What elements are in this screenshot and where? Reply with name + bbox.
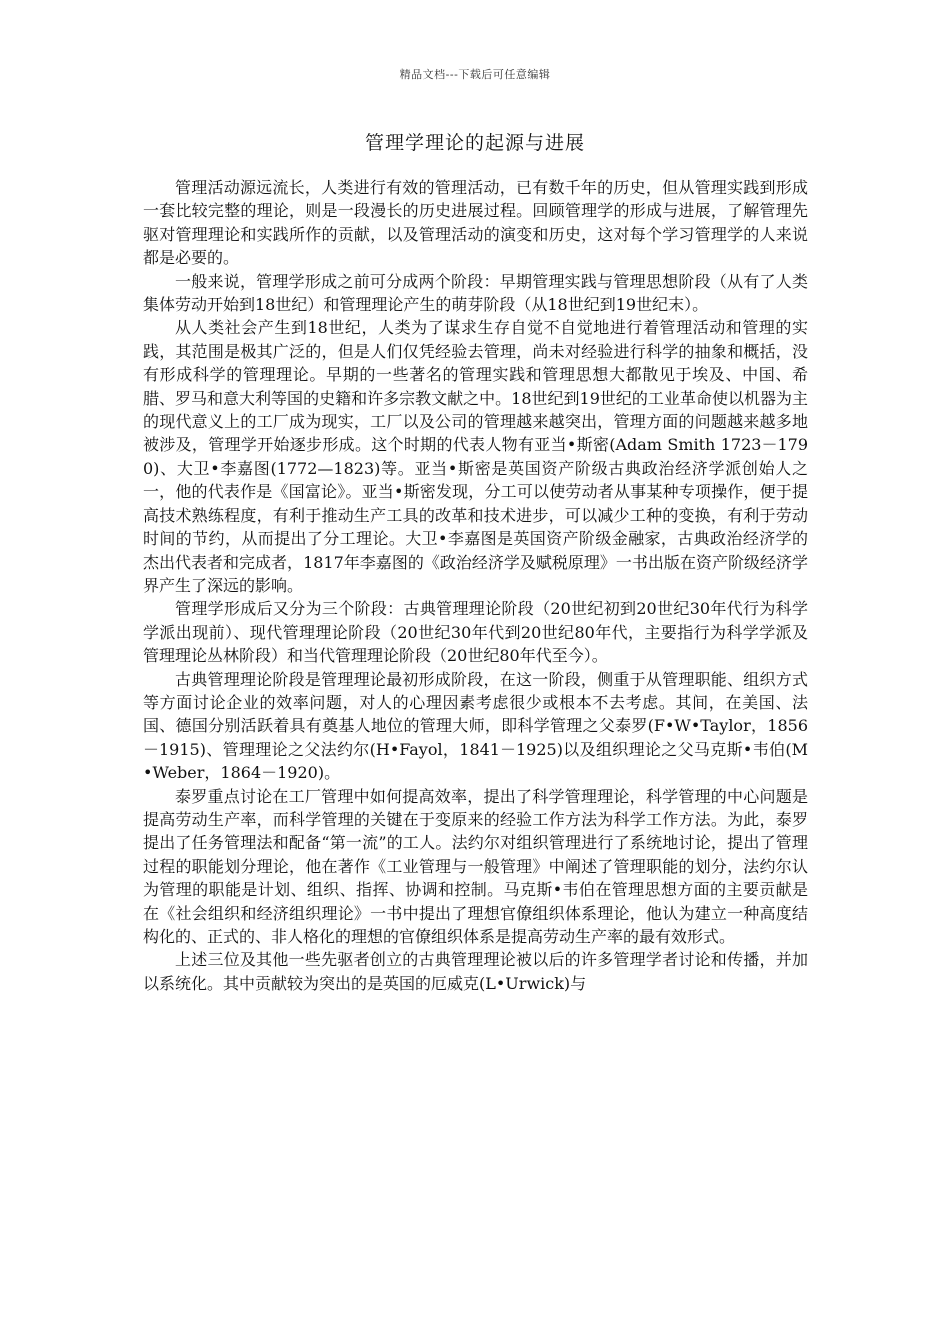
paragraph-taylor-fayol-weber: 泰罗重点讨论在工厂管理中如何提高效率，提出了科学管理理论，科学管理的中心问题是提高劳动生产率，而科学管理的关键在于变原来的经验工作方法为科学工作方法。为此，泰罗提出了任务管理法和配备“第一流”的工人。法约尔对组织管理进行了系统地讨论，提出了管理过程的职能划分理论，他在著作《工业管理与一般管理》中阐述了管理职能的划分，法约尔认为管理的职能是计划、组织、指挥、协调和控制。马克斯•韦伯在管理思想方面的主要贡献是在《社会组织和经济组织理论》一书中提出了理想官僚组织体系理论，他认为建立一种高度结构化的、正式的、非人格化的理想的官僚组织体系是提高劳动生产率的最有效形式。 <box>143 786 808 946</box>
paragraph-pre-formation-stages: 一般来说，管理学形成之前可分成两个阶段：早期管理实践与管理思想阶段（从有了人类集体劳动开始到18世纪）和管理理论产生的萌芽阶段（从18世纪到19世纪末）。 <box>143 271 808 315</box>
document-title: 管理学理论的起源与进展 <box>364 132 585 154</box>
paragraph-three-stages: 管理学形成后又分为三个阶段：古典管理理论阶段（20世纪初到20世纪30年代行为科学学派出现前）、现代管理理论阶段（20世纪30年代到20世纪80年代，主要指行为科学学派及管理理论丛林阶段）和当代管理理论阶段（20世纪80年代至今）。 <box>143 599 808 666</box>
paragraph-systematization: 上述三位及其他一些先驱者创立的古典管理理论被以后的许多管理学者讨论和传播，并加以系统化。其中贡献较为突出的是英国的厄威克(L•Urwick)与 <box>143 950 808 993</box>
page-header-note: 精品文档---下载后可任意编辑 <box>399 68 551 81</box>
paragraph-classical-theory: 古典管理理论阶段是管理理论最初形成阶段，在这一阶段，侧重于从管理职能、组织方式等方面讨论企业的效率问题，对人的心理因素考虑很少或根本不去考虑。其间，在美国、法国、德国分别活跃着具有奠基人地位的管理大师，即科学管理之父泰罗(F•W•Taylor，1856－1915)、管理理论之父法约尔(H•Fayol，1841－1925)以及组织理论之父马克斯•韦伯(M•Weber，1864－1920)。 <box>143 669 808 783</box>
paragraph-early-practice: 从人类社会产生到18世纪，人类为了谋求生存自觉不自觉地进行着管理活动和管理的实践，其范围是极其广泛的，但是人们仅凭经验去管理，尚未对经验进行科学的抽象和概括，没有形成科学的管理理论。早期的一些著名的管理实践和管理思想大都散见于埃及、中国、希腊、罗马和意大利等国的史籍和许多宗教文献之中。18世纪到19世纪的工业革命使以机器为主的现代意义上的工厂成为现实，工厂以及公司的管理越来越突出，管理方面的问题越来越多地被涉及，管理学开始逐步形成。这个时期的代表人物有亚当•斯密(Adam Smith 1723－1790)、大卫•李嘉图(1772—1823)等。亚当•斯密是英国资产阶级古典政治经济学派创始人之一，他的代表作是《国富论》。亚当•斯密发现，分工可以使劳动者从事某种专项操作，便于提高技术熟练程度，有利于推动生产工具的改革和技术进步，可以减少工种的变换，有利于劳动时间的节约，从而提出了分工理论。大卫•李嘉图是英国资产阶级金融家，古典政治经济学的杰出代表者和完成者，1817年李嘉图的《政治经济学及赋税原理》一书出版在资产阶级经济学界产生了深远的影响。 <box>143 318 808 595</box>
document-body <box>143 176 808 995</box>
paragraph-intro: 管理活动源远流长，人类进行有效的管理活动，已有数千年的历史，但从管理实践到形成一套比较完整的理论，则是一段漫长的历史进展过程。回顾管理学的形成与进展，了解管理先驱对管理理论和实践所作的贡献，以及管理活动的演变和历史，这对每个学习管理学的人来说都是必要的。 <box>143 178 808 268</box>
